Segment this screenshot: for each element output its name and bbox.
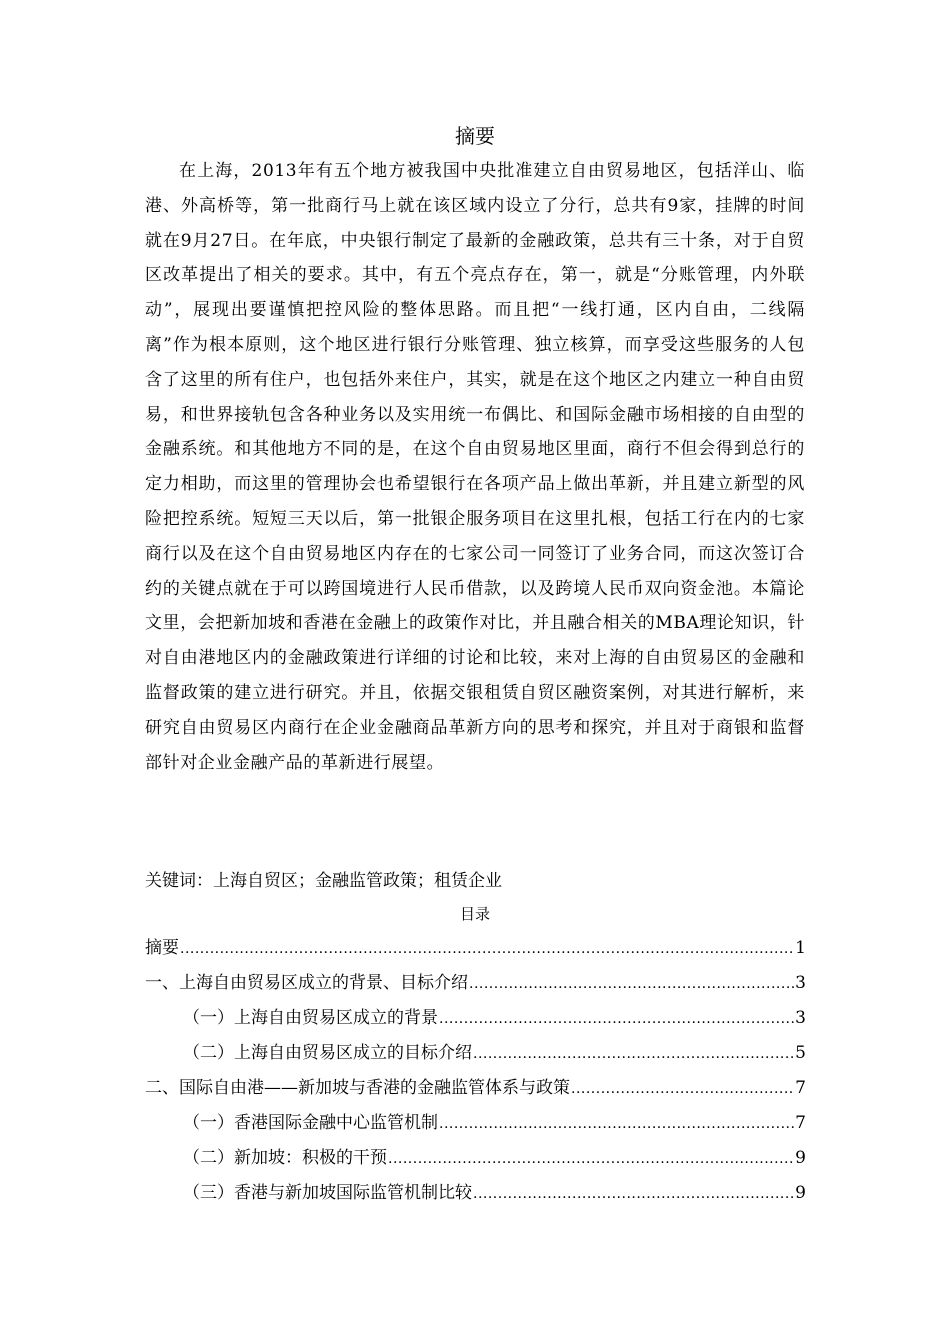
toc-leader-dots xyxy=(439,1109,794,1139)
toc-entry-section-1-1[interactable] xyxy=(145,1003,806,1038)
toc-leader-dots xyxy=(473,1179,794,1209)
toc-entry-section-2-2[interactable] xyxy=(145,1143,806,1178)
toc-entry-abstract[interactable] xyxy=(145,933,806,968)
toc-entry-text: （一）上海自由贸易区成立的背景 xyxy=(183,1008,438,1028)
toc-entry-text: 摘要 xyxy=(145,938,179,958)
toc-entry-text: （二）上海自由贸易区成立的目标介绍 xyxy=(183,1043,472,1063)
abstract-heading: 摘要 xyxy=(455,124,495,148)
toc-entry-text: 一、上海自由贸易区成立的背景、目标介绍 xyxy=(145,973,468,993)
toc-leader-dots xyxy=(388,1144,794,1174)
toc-heading: 目录 xyxy=(459,905,490,923)
toc-leader-dots xyxy=(439,1004,794,1034)
toc-entry-text: （三）香港与新加坡国际监管机制比较 xyxy=(183,1183,472,1203)
toc-page-number: 9 xyxy=(795,1148,806,1168)
abstract-body: 在上海，2013年有五个地方被我国中央批准建立自由贸易地区，包括洋山、临港、外高桥等，第一批商行马上就在该区域内设立了分行，总共有9家，挂牌的时间就在9月27日。在年底，中央银行制定了最新的金融政策，总共有三十条，对于自贸区改革提出了相关的要求。其中，有五个亮点存在，第一，就是“分账管理，内外联动”，展现出要谨慎把控风险的整体思路。而且把“一线打通，区内自由，二线隔离”作为根本原则，这个地区进行银行分账管理、独立核算，而享受这些服务的人包含了这里的所有住户，也包括外来住户，其实，就是在这个地区之内建立一种自由贸易，和世界接轨包含各种业务以及实用统一布偶比、和国际金融市场相接的自由型的金融系统。和其他地方不同的是，在这个自由贸易地区里面，商行不但会得到总行的定力相助，而这里的管理协会也希望银行在各项产品上做出革新，并且建立新型的风险把控系统。短短三天以后，第一批银企服务项目在这里扎根，包括工行在内的七家商行以及在这个自由贸易地区内存在的七家公司一同签订了业务合同，而这次签订合约的关键点就在于可以跨国境进行人民币借款，以及跨境人民币双向资金池。本篇论文里，会把新加坡和香港在金融上的政策作对比，并且融合相关的MBA理论知识，针对自由港地区内的金融政策进行详细的讨论和比较，来对上海的自由贸易区的金融和监督政策的建立进行研究。并且，依据交银租赁自贸区融资案例，对其进行解析，来研究自由贸易区内商行在企业金融商品革新方向的思考和探究，并且对于商银和监督部针对企业金融产品的革新进行展望。 xyxy=(145,161,805,773)
toc-leader-dots xyxy=(473,1039,794,1069)
toc-leader-dots xyxy=(469,969,794,999)
toc-leader-dots xyxy=(571,1074,794,1104)
toc-page-number: 1 xyxy=(795,938,806,958)
table-of-contents xyxy=(145,933,806,1213)
toc-page-number: 7 xyxy=(795,1113,806,1133)
toc-page-number: 7 xyxy=(795,1078,806,1098)
toc-page-number: 9 xyxy=(795,1183,806,1203)
toc-entry-text: （一）香港国际金融中心监管机制 xyxy=(183,1113,438,1133)
toc-entry-chapter-1[interactable] xyxy=(145,968,806,1003)
toc-entry-text: （二）新加坡：积极的干预 xyxy=(183,1148,387,1168)
toc-entry-section-2-1[interactable] xyxy=(145,1108,806,1143)
toc-page-number: 5 xyxy=(795,1043,806,1063)
toc-page-number: 3 xyxy=(795,973,806,993)
toc-entry-section-1-2[interactable] xyxy=(145,1038,806,1073)
toc-page-number: 3 xyxy=(795,1008,806,1028)
toc-entry-section-2-3[interactable] xyxy=(145,1178,806,1213)
keywords-line: 关键词：上海自贸区；金融监管政策；租赁企业 xyxy=(145,871,502,891)
toc-leader-dots xyxy=(180,934,794,964)
toc-entry-chapter-2[interactable] xyxy=(145,1073,806,1108)
toc-entry-text: 二、国际自由港——新加坡与香港的金融监管体系与政策 xyxy=(145,1078,570,1098)
